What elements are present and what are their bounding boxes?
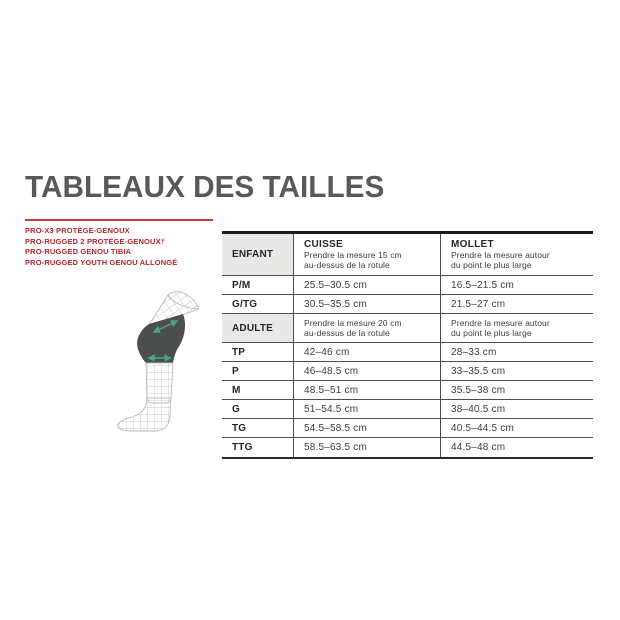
size-row-label: TP [222, 343, 293, 362]
mesh-foot [118, 398, 171, 431]
size-row-label: G [222, 400, 293, 419]
cuisse-value: 25.5–30.5 cm [293, 276, 440, 295]
knee-sleeve-leg-illustration [112, 288, 217, 438]
measure-note: Prendre la mesure autour [451, 250, 550, 260]
measure-note: Prendre la mesure 20 cm [304, 318, 402, 328]
measure-note: du point le plus large [451, 260, 532, 270]
size-row-label: P [222, 362, 293, 381]
cuisse-value: 48.5–51 cm [293, 381, 440, 400]
mollet-value: 40.5–44.5 cm [440, 419, 593, 438]
section-label: ENFANT [232, 249, 274, 260]
measure-note: au-dessus de la rotule [304, 260, 390, 270]
mollet-value: 38–40.5 cm [440, 400, 593, 419]
size-table [222, 231, 593, 459]
product-list-item: PRO-RUGGED GENOU TIBIA [25, 247, 132, 256]
size-row-label: TG [222, 419, 293, 438]
table-header-mollet [440, 234, 593, 276]
cuisse-value: 30.5–35.5 cm [293, 295, 440, 314]
size-row-label: G/TG [222, 295, 293, 314]
cuisse-value: 46–48.5 cm [293, 362, 440, 381]
measure-note: Prendre la mesure autour [451, 318, 550, 328]
product-list-item: PRO-RUGGED 2 PROTÈGE-GENOUX† [25, 236, 166, 246]
product-list [25, 219, 213, 268]
product-list-item: PRO-X3 PROTÈGE-GENOUX [25, 226, 130, 235]
size-row-label: TTG [222, 438, 293, 457]
cuisse-value: 58.5–63.5 cm [293, 438, 440, 457]
mollet-value: 33–35.5 cm [440, 362, 593, 381]
mesh-calf [146, 363, 173, 403]
mollet-value: 35.5–38 cm [440, 381, 593, 400]
mollet-value: 21.5–27 cm [440, 295, 593, 314]
size-row-label: M [222, 381, 293, 400]
cuisse-value: 51–54.5 cm [293, 400, 440, 419]
column-title: CUISSE [304, 239, 344, 250]
mollet-value: 16.5–21.5 cm [440, 276, 593, 295]
cuisse-value: 42–46 cm [293, 343, 440, 362]
knee-sleeve [137, 314, 185, 363]
mollet-value: 44.5–48 cm [440, 438, 593, 457]
measure-note: Prendre la mesure 15 cm [304, 250, 402, 260]
page-title: TABLEAUX DES TAILLES [25, 169, 385, 204]
measure-note: du point le plus large [451, 328, 532, 338]
table-section-enfant [222, 234, 293, 276]
product-list-item: PRO-RUGGED YOUTH GENOU ALLONGÉ [25, 257, 178, 267]
cuisse-value: 54.5–58.5 cm [293, 419, 440, 438]
measure-note: au-dessus de la rotule [304, 328, 390, 338]
adulte-cuisse-note [293, 314, 440, 343]
table-header-cuisse [293, 234, 440, 276]
size-row-label: P/M [222, 276, 293, 295]
column-title: MOLLET [451, 239, 494, 250]
section-label: ADULTE [232, 322, 274, 334]
adulte-mollet-note [440, 314, 593, 343]
table-section-adulte [222, 314, 293, 343]
mollet-value: 28–33 cm [440, 343, 593, 362]
